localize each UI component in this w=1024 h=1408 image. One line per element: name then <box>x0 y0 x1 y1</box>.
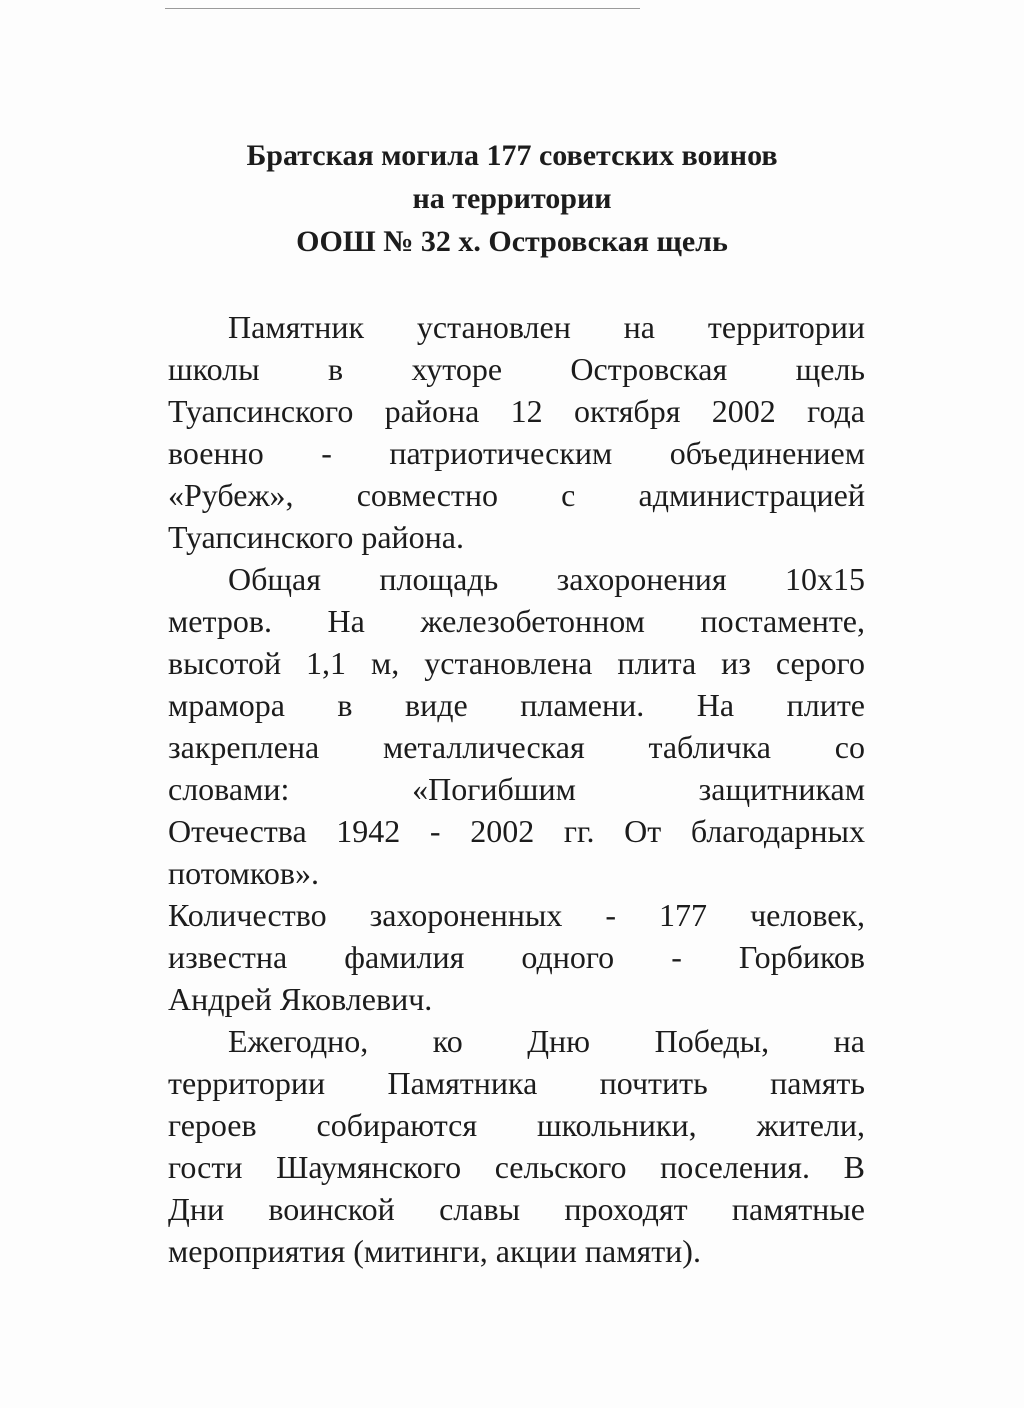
text-line: мероприятия (митинги, акции памяти). <box>168 1233 701 1269</box>
text-line: гости Шаумянского сельского поселения. В <box>168 1149 865 1185</box>
text-line: героев собираются школьники, жители, <box>168 1107 865 1143</box>
text-line: Ежегодно, ко Дню Победы, на <box>228 1023 865 1059</box>
text-line: военно - патриотическим объединением <box>168 435 865 471</box>
text-line: известна фамилия одного - Горбиков <box>168 939 865 975</box>
paragraph <box>168 894 865 1020</box>
text-line: Туапсинского района. <box>168 519 464 555</box>
text-line: словами: «Погибшим защитникам <box>168 771 865 807</box>
text-line: высотой 1,1 м, установлена плита из серого <box>168 645 865 681</box>
paragraph <box>168 558 865 894</box>
text-line: школы в хуторе Островская щель <box>168 351 865 387</box>
text-line: закреплена металлическая табличка со <box>168 729 865 765</box>
text-line: территории Памятника почтить память <box>168 1065 865 1101</box>
text-line: Отечества 1942 - 2002 гг. От благодарных <box>168 813 865 849</box>
text-line: Андрей Яковлевич. <box>168 981 433 1017</box>
document-title <box>0 135 1024 264</box>
text-line: Количество захороненных - 177 человек, <box>168 897 865 933</box>
paragraph <box>168 1020 865 1272</box>
text-line: мрамора в виде пламени. На плите <box>168 687 865 723</box>
text-line: метров. На железобетонном постаменте, <box>168 603 865 639</box>
text-line: Туапсинского района 12 октября 2002 года <box>168 393 865 429</box>
title-line: Братская могила 177 советских воинов <box>246 139 778 172</box>
document-body <box>168 306 865 1272</box>
text-line: Памятник установлен на территории <box>228 309 865 345</box>
text-line: потомков». <box>168 855 319 891</box>
scan-edge-line <box>165 8 640 9</box>
text-line: Общая площадь захоронения 10х15 <box>228 561 865 597</box>
paragraph <box>168 306 865 558</box>
text-line: Дни воинской славы проходят памятные <box>168 1191 865 1227</box>
title-line: на территории <box>412 182 612 215</box>
text-line: «Рубеж», совместно с администрацией <box>168 477 865 513</box>
title-line: ООШ № 32 х. Островская щель <box>296 225 728 258</box>
